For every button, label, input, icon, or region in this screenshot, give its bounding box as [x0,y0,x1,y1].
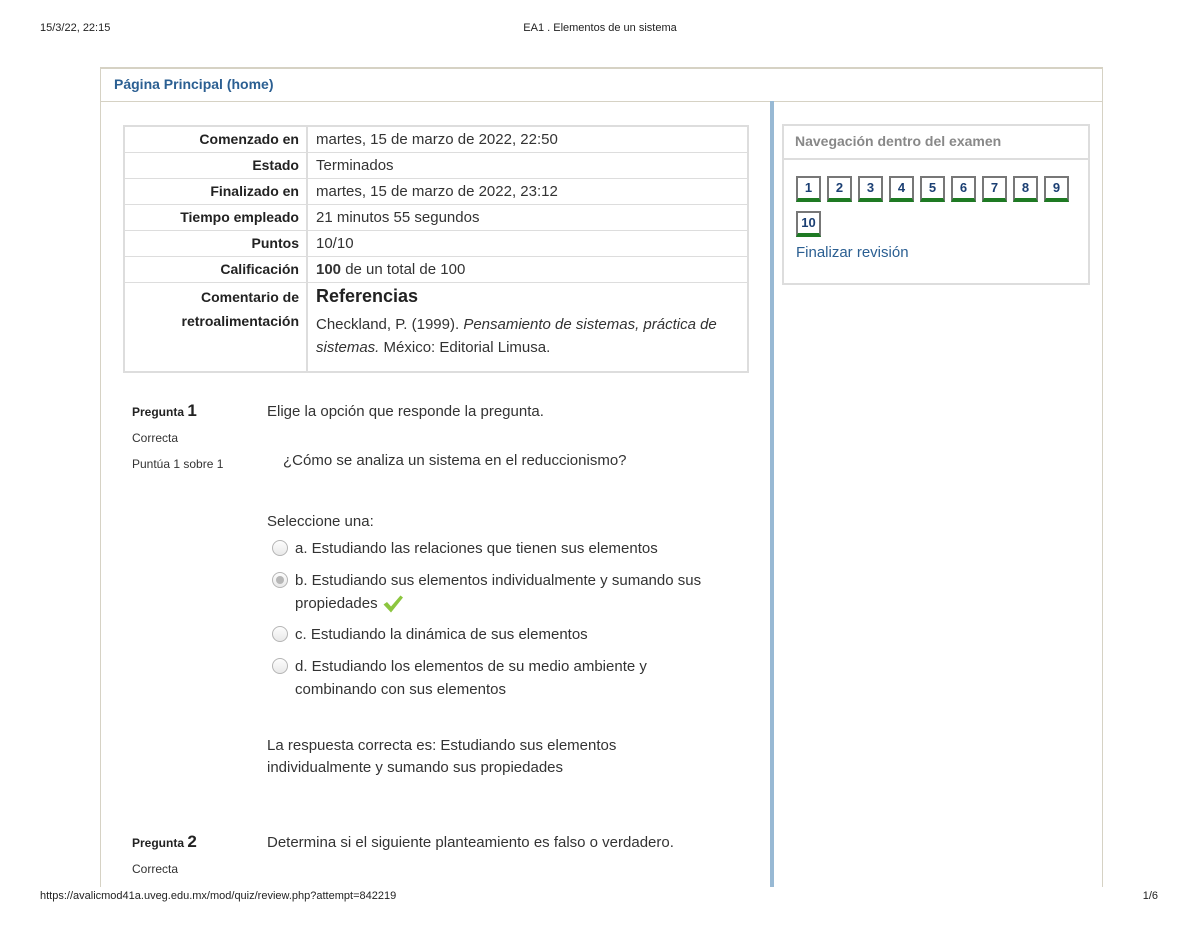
summary-label: Puntos [125,231,308,256]
radio-button[interactable] [272,626,288,642]
question-number: 1 [187,401,197,420]
grade-value: 100 [316,261,342,278]
feedback-label-line1: Comentario de [200,289,299,305]
feedback-content [308,283,747,371]
attempt-summary-table [123,125,749,373]
nav-question-button[interactable]: 5 [920,176,945,202]
summary-value: 10/10 [316,235,354,252]
nav-question-button[interactable]: 2 [827,176,852,202]
summary-label [125,283,308,371]
summary-value: 21 minutos 55 segundos [316,209,480,226]
summary-label: Finalizado en [125,179,308,204]
nav-question-button[interactable]: 3 [858,176,883,202]
feedback-label-line2: retroalimentación [181,313,299,329]
print-page-number: 1/6 [1142,890,1158,902]
radio-button[interactable] [272,540,288,556]
summary-label: Calificación [125,257,308,282]
answer-option-text-line1: d. Estudiando los elementos de su medio ambiente y [295,658,647,675]
question-number: 2 [187,832,197,851]
nav-question-button[interactable]: 6 [951,176,976,202]
print-url: https://avalicmod41a.uveg.edu.mx/mod/quiz/review.php?attempt=842219 [40,890,397,902]
correct-answer-line1: La respuesta correcta es: Estudiando sus elementos [267,737,617,754]
summary-label: Estado [125,153,308,178]
question-1-correct-answer [267,735,616,779]
answer-option-text [295,655,745,701]
grade-suffix: de un total de 100 [341,261,466,278]
summary-row-points [125,231,747,257]
references-heading: Referencias [316,286,419,306]
question-label: Pregunta [132,836,185,850]
nav-question-button[interactable]: 9 [1044,176,1069,202]
summary-row-time [125,205,747,231]
nav-question-button[interactable]: 4 [889,176,914,202]
question-1-grade: Puntúa 1 sobre 1 [132,457,224,471]
summary-label: Tiempo empleado [125,205,308,230]
answer-option-text: a. Estudiando las relaciones que tienen sus elementos [295,540,658,557]
question-1-instruction: Elige la opción que responde la pregunta. [267,403,544,420]
question-1-prompt: ¿Cómo se analiza un sistema en el reduccionismo? [283,452,627,469]
reference-entry [316,313,739,359]
radio-button-selected[interactable] [272,572,288,588]
nav-question-button[interactable]: 1 [796,176,821,202]
question-2-state: Correcta [132,862,179,876]
answer-option-text-line1: b. Estudiando sus elementos individualmente y sumando sus [295,572,702,589]
reference-author: Checkland, P. (1999). [316,316,464,333]
summary-row-grade [125,257,747,283]
question-1-info [132,401,197,421]
summary-label: Comenzado en [125,127,308,152]
question-1-state: Correcta [132,431,179,445]
answer-option-text [295,569,745,615]
breadcrumb [100,67,1103,102]
reference-book-title: Pensamiento de sistemas, práctica de sistemas. [316,316,717,356]
quiz-navigation-title: Navegación dentro del examen [784,126,1088,160]
answer-option-text: c. Estudiando la dinámica de sus elementos [295,626,588,643]
quiz-navigation-block [782,124,1090,285]
summary-row-feedback [125,283,747,371]
summary-value [308,257,747,282]
nav-question-button[interactable]: 8 [1013,176,1038,202]
print-date: 15/3/22, 22:15 [40,22,111,34]
answer-option-text-line2: propiedades [295,595,378,612]
print-doc-title: EA1 . Elementos de un sistema [523,22,677,34]
summary-row-finished [125,179,747,205]
correct-answer-line2: individualmente y sumando sus propiedades [267,759,564,776]
breadcrumb-home-link[interactable]: Página Principal (home) [114,76,274,92]
summary-value: Terminados [316,157,394,174]
radio-button[interactable] [272,658,288,674]
correct-check-icon [382,594,404,614]
question-2-instruction: Determina si el siguiente planteamiento es falso o verdadero. [267,834,674,851]
summary-row-started [125,127,747,153]
finish-review-link[interactable]: Finalizar revisión [796,244,909,261]
nav-question-button[interactable]: 7 [982,176,1007,202]
summary-row-state [125,153,747,179]
column-divider [770,101,774,887]
summary-value: martes, 15 de marzo de 2022, 22:50 [316,131,558,148]
answer-option-text-line2: combinando con sus elementos [295,681,506,698]
print-header [0,22,1200,38]
reference-publisher: México: Editorial Limusa. [379,339,551,356]
nav-question-button[interactable]: 10 [796,211,821,237]
question-label: Pregunta [132,405,185,419]
question-1-select-label: Seleccione una: [267,513,374,530]
question-2-info [132,832,197,852]
summary-value: martes, 15 de marzo de 2022, 23:12 [316,183,558,200]
